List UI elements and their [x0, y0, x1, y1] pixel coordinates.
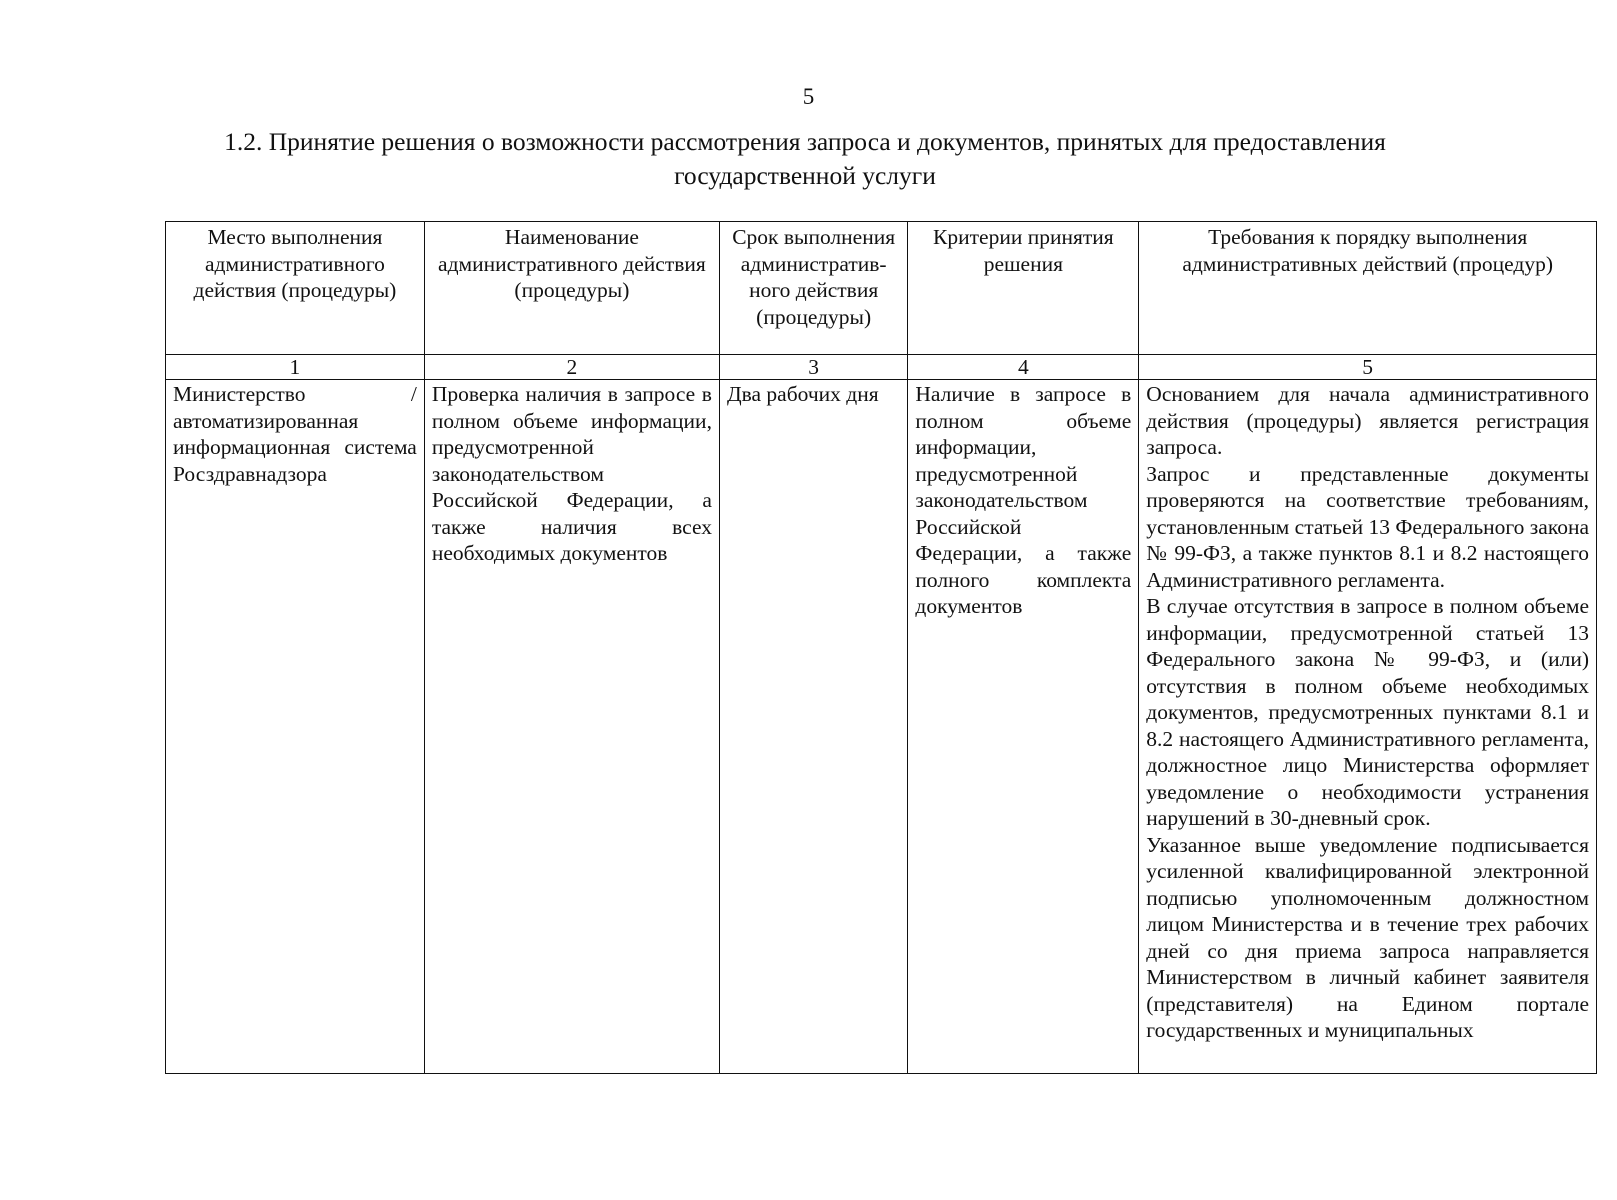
header-place: Место выполнения административного действия (процедуры) [166, 222, 425, 355]
column-number: 1 [166, 355, 425, 380]
cell-requirements [1139, 380, 1597, 1074]
page-number: 5 [802, 84, 815, 109]
requirements-paragraph: Запрос и представленные документы проверяются на соответствие требованиям, установленным статьей 13 Федерального закона № 99-ФЗ, а также пунктов 8.1 и 8.2 настоящего Административного регламента. [1146, 461, 1589, 592]
section-title-line-1: 1.2. Принятие решения о возможности рассмотрения запроса и документов, принятых для предоставления [224, 127, 1386, 156]
column-number: 3 [719, 355, 907, 380]
section-title [160, 125, 1450, 193]
column-number: 4 [908, 355, 1139, 380]
header-criteria: Критерии принятия решения [908, 222, 1139, 355]
requirements-paragraph: В случае отсутствия в запросе в полном объеме информации, предусмотренной статьей 13 Федерального закона № 99-ФЗ, и (или) отсутствия в полном объеме необходимых документов, предусмотренных пунктами 8.1 и 8.2 настоящего Административного регламента, должностное лицо Министерства оформляет уведомление о необходимости устранения нарушений в 30-дневный срок. [1146, 594, 1589, 830]
header-requirements: Требования к порядку выполнения административных действий (процедур) [1139, 222, 1597, 355]
header-term: Срок выполнения административного действия (процедуры) [719, 222, 907, 355]
cell-term: Два рабочих дня [719, 380, 907, 1074]
requirements-paragraph: Основанием для начала административного действия (процедуры) является регистрация запроса. [1146, 382, 1589, 459]
procedure-table [165, 221, 1597, 1074]
cell-place: Министерство / автоматизированная информационная система Росздравнадзора [166, 380, 425, 1074]
requirements-paragraph: Указанное выше уведомление подписывается усиленной квалифицированной электронной подписью уполномоченным должностном лицом Министерства и в течение трех рабочих дней со дня приема запроса направляется Министерством в личный кабинет заявителя (представителя) на Едином портале государственных и муниципальных [1146, 832, 1589, 1042]
column-number: 5 [1139, 355, 1597, 380]
column-number: 2 [424, 355, 719, 380]
column-number-row [166, 355, 1597, 380]
section-title-line-2: государственной услуги [674, 161, 936, 190]
cell-name: Проверка наличия в запросе в полном объеме информации, предусмотренной законодательством Российской Федерации, а также наличия всех необходимых документов [424, 380, 719, 1074]
header-name: Наименование административного действия (процедуры) [424, 222, 719, 355]
cell-criteria: Наличие в запросе в полном объеме информации, предусмотренной законодательством Российской Федерации, а также полного комплекта документов [908, 380, 1139, 1074]
table-row [166, 380, 1597, 1074]
table-header-row [166, 222, 1597, 355]
